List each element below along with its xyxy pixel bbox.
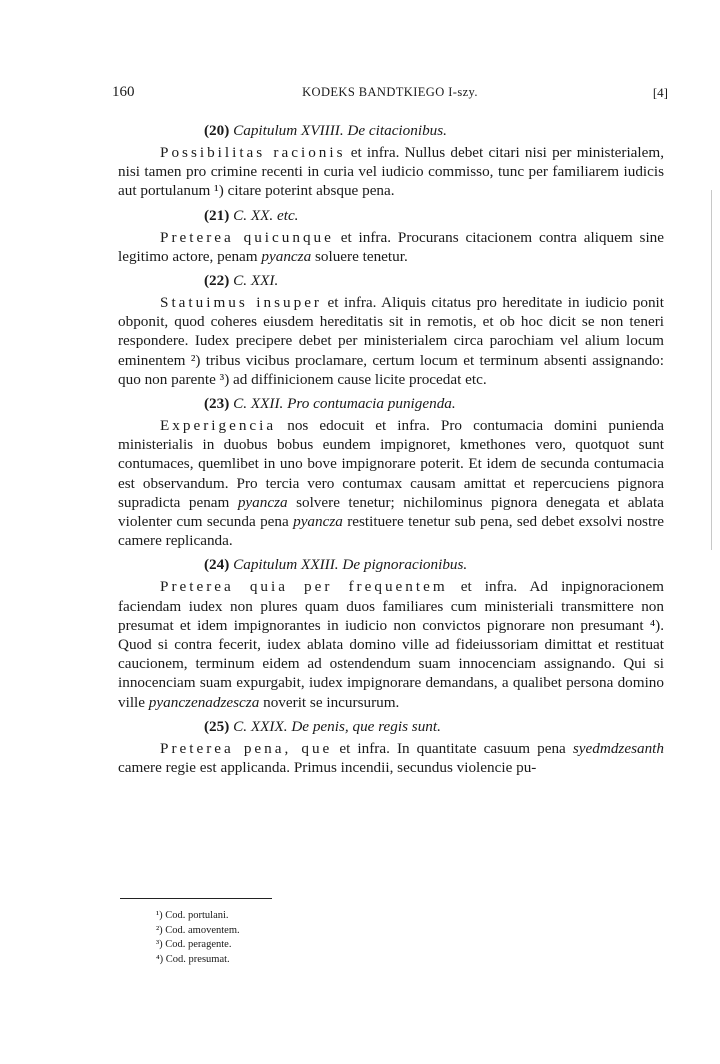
italic-term: pyanczenadzescza xyxy=(148,693,260,711)
footnotes xyxy=(156,909,240,967)
paragraph-text: noverit se incursurum. xyxy=(259,693,400,711)
section-title: C. XXIX. De penis, que regis sunt. xyxy=(233,717,441,735)
italic-term: pyancza xyxy=(261,247,312,265)
section-heading xyxy=(118,553,664,577)
paragraph-text: restituere tenetur sub pena, sed debet exsolvi nostre camere replicanda. xyxy=(118,513,664,550)
section-heading xyxy=(118,119,664,143)
section-number: (24) xyxy=(204,556,230,574)
section-code: [4] xyxy=(652,85,668,100)
italic-term: pyancza xyxy=(293,513,343,531)
section-number: (25) xyxy=(204,717,230,735)
running-title: KODEKS BANDTKIEGO I-szy. xyxy=(302,85,478,99)
section-number: (23) xyxy=(204,395,230,413)
paragraph-text: et infra. Ad inpignoracionem faciendam iudex non plures quam duos familiares cum ministeriali transmittere non presumat et idem impignorantes in iudicio non convictos pignorare non presumant ⁴). Quod si contra fecerit, iudex ablata domino ville ad fideiussoriam dimittat et restituat caucionem, terminum eidem ad ostendendum suam innocenciam assignando. Qui si innocenciam suam expurgabit, iudex impignorare demandans, a qualibet persona domino ville xyxy=(118,578,665,711)
incipit: Preterea quia per frequentem xyxy=(160,578,448,596)
italic-term: syedmdzesanth xyxy=(572,739,664,757)
footnote: ⁴) Cod. presumat. xyxy=(156,953,230,965)
footnote-divider xyxy=(120,898,272,899)
section-heading xyxy=(118,204,664,228)
section-number: (20) xyxy=(204,122,230,139)
footnote: ¹) Cod. portulani. xyxy=(156,910,229,921)
paragraph-text: nos edocuit et infra. Pro contumacia domini punienda ministerialis in duobus bobus eundem impignoret, kmethones vero, quotquot sunt contumaces, quemlibet in uno bove impignorare poterit. Et idem de secunda contumacia est observandum. Pro tercia vero contumax causam amittat et repercuciens pignora supradicta penam xyxy=(118,417,664,511)
section-title: Capitulum XVIIII. De citacionibus. xyxy=(233,122,447,139)
page-body xyxy=(118,116,664,777)
section-title: Capitulum XXIII. De pignoracionibus. xyxy=(233,556,468,574)
page-number: 160 xyxy=(112,84,135,100)
footnote: ³) Cod. peragente. xyxy=(156,939,232,950)
section-paragraph xyxy=(118,143,664,201)
section-title: C. XXII. Pro contumacia punigenda. xyxy=(233,395,456,413)
section-paragraph xyxy=(118,228,664,266)
running-header xyxy=(112,84,668,104)
incipit: Statuimus insuper xyxy=(160,294,322,312)
paragraph-text: soluere tenetur. xyxy=(311,247,408,265)
italic-term: pyancza xyxy=(237,493,288,511)
section-number: (22) xyxy=(204,272,230,290)
section-heading xyxy=(118,269,664,293)
incipit: Possibilitas racionis xyxy=(160,144,346,161)
section-paragraph xyxy=(118,577,664,711)
section-title: C. XXI. xyxy=(233,272,279,290)
paragraph-text: solvere tenetur; nichilominus pignora denegata et ablata violenter cum secunda pena xyxy=(118,493,664,531)
section-paragraph xyxy=(118,739,664,777)
incipit: Preterea quicunque xyxy=(160,228,334,246)
footnote: ²) Cod. amoventem. xyxy=(156,924,240,936)
paragraph-text: et infra. Aliquis citatus pro hereditate in iudicio ponit obponit, quod coheres eiusdem hereditatis sit in remotis, et ob hoc dicit se non teneri respondere. Iudex precipere debet per ministerialem circa parochiam vel alium locum eminentem ²) tribus vicibus proclamare, certum locum et terminum absenti assignando: quo non parente ³) ad diffinicionem cause licite procedat etc. xyxy=(118,294,664,388)
scan-edge-line xyxy=(711,190,712,550)
section-heading xyxy=(118,392,664,416)
incipit: Preterea pena, que xyxy=(160,739,333,757)
section-title: C. XX. etc. xyxy=(233,206,299,224)
section-paragraph xyxy=(118,293,664,389)
paragraph-text: et infra. Procurans citacionem contra aliquem sine legitimo actore, penam xyxy=(118,228,664,265)
section-paragraph xyxy=(118,416,664,550)
incipit: Experigencia xyxy=(160,417,277,435)
paragraph-text: et infra. In quantitate casuum pena xyxy=(332,739,573,757)
paragraph-text: et infra. Nullus debet citari nisi per ministerialem, nisi tamen pro crimine recenti in curia vel iudicio commisso, tunc per familiarem iudicis aut portulanum ¹) citare poterint absque pena. xyxy=(118,144,664,200)
section-number: (21) xyxy=(204,206,230,224)
section-heading xyxy=(118,715,664,739)
paragraph-text: camere regie est applicanda. Primus incendii, secundus violencie pu- xyxy=(118,759,537,777)
